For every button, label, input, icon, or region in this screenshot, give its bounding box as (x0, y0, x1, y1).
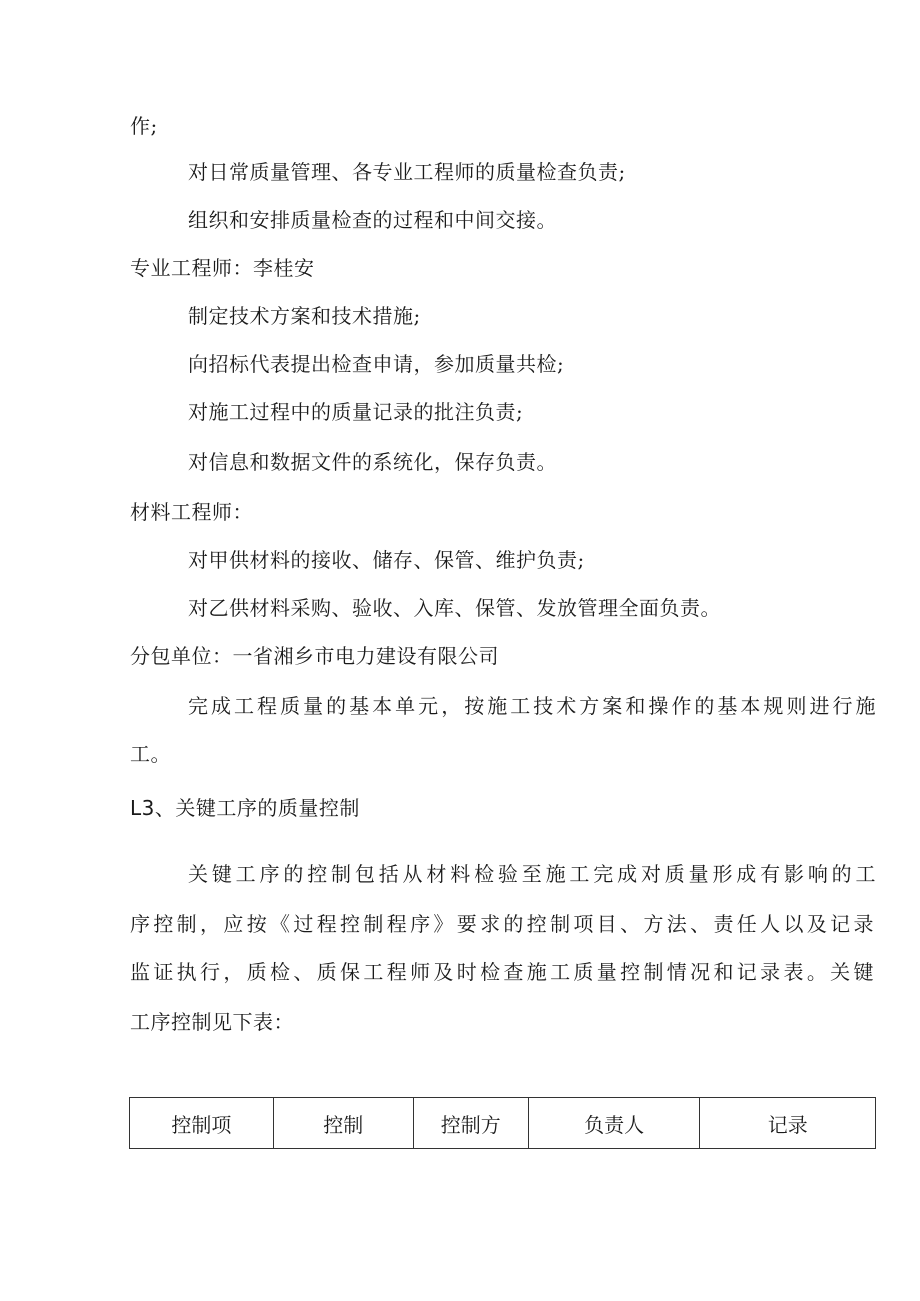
table-header-cell: 负责人 (528, 1098, 700, 1149)
control-table (129, 1097, 876, 1149)
table-header-cell: 控制方 (413, 1098, 528, 1149)
paragraph-line-3: 监证执行，质检、质保工程师及时检查施工质量控制情况和记录表。关键 (130, 960, 874, 984)
text-line-continuation: 作; (130, 114, 158, 138)
table-header-row (130, 1098, 876, 1149)
paragraph-line-4: 工序控制见下表： (130, 1010, 294, 1034)
text-line-duty-8: 对乙供材料采购、验收、入库、保管、发放管理全面负责。 (188, 596, 721, 620)
text-line-duty-9-end: 工。 (130, 742, 171, 766)
text-line-duty-9: 完成工程质量的基本单元，按施工技术方案和操作的基本规则进行施 (188, 694, 876, 718)
role-subcontractor: 分包单位：一省湘乡市电力建设有限公司 (130, 644, 499, 668)
text-line-duty-3: 制定技术方案和技术措施; (188, 304, 421, 328)
text-line-duty-6: 对信息和数据文件的系统化，保存负责。 (188, 450, 557, 474)
text-line-duty-7: 对甲供材料的接收、储存、保管、维护负责; (188, 548, 585, 572)
table-header-cell: 控制项 (130, 1098, 274, 1149)
table-header-cell: 记录 (700, 1098, 876, 1149)
role-material-engineer: 材料工程师： (130, 500, 253, 524)
paragraph-line-2: 序控制，应按《过程控制程序》要求的控制项目、方法、责任人以及记录 (130, 912, 874, 936)
table-header-cell: 控制 (273, 1098, 413, 1149)
text-line-duty-5: 对施工过程中的质量记录的批注负责; (188, 400, 524, 424)
text-line-duty-2: 组织和安排质量检查的过程和中间交接。 (188, 208, 557, 232)
paragraph-line-1: 关键工序的控制包括从材料检验至施工完成对质量形成有影响的工 (188, 862, 876, 886)
text-line-duty-4: 向招标代表提出检查申请，参加质量共检; (188, 352, 565, 376)
section-heading: L3、关键工序的质量控制 (130, 796, 360, 820)
text-line-duty-1: 对日常质量管理、各专业工程师的质量检查负责; (188, 160, 626, 184)
role-professional-engineer: 专业工程师：李桂安 (130, 256, 315, 280)
